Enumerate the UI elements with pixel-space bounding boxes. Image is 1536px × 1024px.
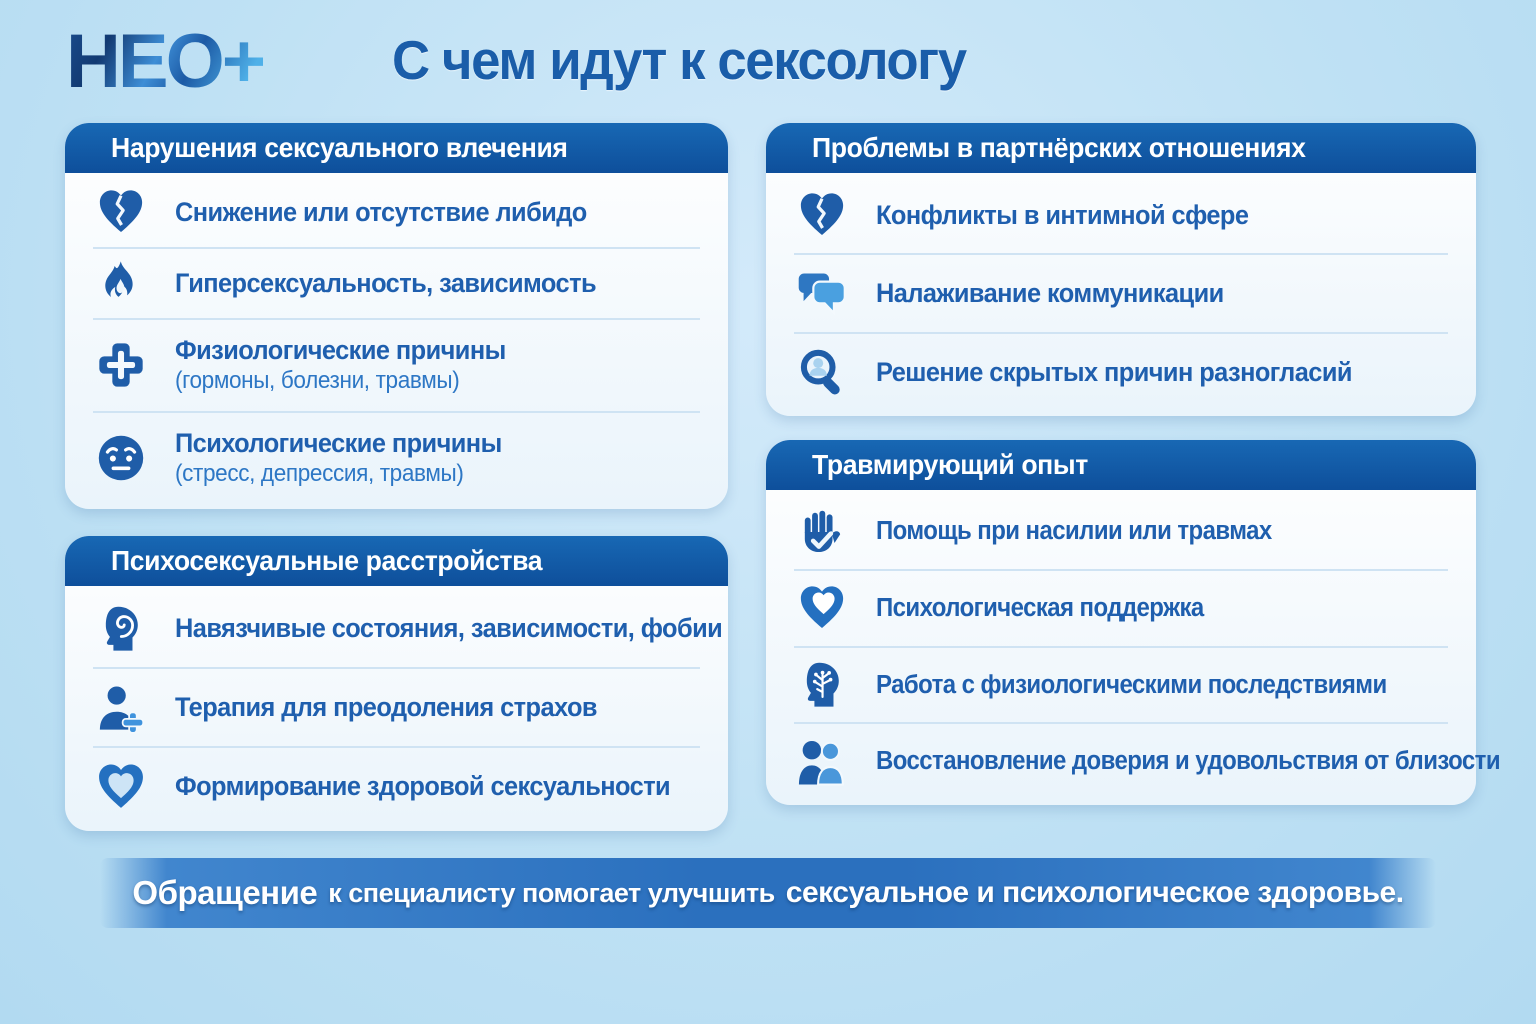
card-body: [65, 173, 728, 509]
list-item-label: Психологические причины: [175, 427, 502, 458]
card-traumatic-experience: [766, 440, 1501, 805]
list-item: [93, 247, 700, 319]
worried-face-icon: [93, 432, 149, 484]
card-psychosexual-disorders: [65, 536, 728, 831]
list-item: [93, 318, 700, 410]
card-header: [766, 123, 1476, 173]
nested-heart-icon: [93, 760, 149, 814]
list-item-label: Восстановление доверия и удовольствия от близости: [876, 747, 1501, 776]
list-item-label: Терапия для преодоления страхов: [175, 692, 597, 723]
list-item: [93, 177, 700, 247]
card-header: [65, 123, 728, 173]
list-item-label: Формирование здоровой сексуальности: [175, 771, 671, 802]
list-item: [794, 177, 1448, 253]
list-item-label: Работа с физиологическими последствиями: [876, 670, 1387, 699]
card-header: [65, 536, 728, 586]
list-item-label: Конфликты в интимной сфере: [876, 200, 1249, 231]
list-item: [794, 646, 1448, 723]
footer-banner: [100, 858, 1436, 928]
footer-middle-text: к специалисту помогает улучшить: [328, 877, 775, 908]
card-body: [766, 173, 1476, 416]
broken-heart-icon: [794, 189, 850, 241]
couple-icon: [794, 735, 850, 789]
list-item-label: Решение скрытых причин разногласий: [876, 356, 1352, 387]
list-item: [794, 332, 1448, 410]
list-item-label: Навязчивые состояния, зависимости, фобии: [175, 613, 723, 644]
list-item-label: Помощь при насилии или травмах: [876, 517, 1272, 546]
card-title: Проблемы в партнёрских отношениях: [812, 132, 1306, 163]
footer-emphasis-text: сексуальное и психологическое здоровье.: [785, 876, 1404, 909]
card-partner-relationship-problems: [766, 123, 1476, 416]
card-body: [766, 490, 1501, 805]
list-item: [794, 253, 1448, 331]
stop-hand-icon: [794, 506, 850, 556]
broken-heart-icon: [93, 186, 149, 238]
chat-bubbles-icon: [794, 267, 850, 319]
list-item-label: Гиперсексуальность, зависимость: [175, 268, 596, 299]
head-spiral-icon: [93, 603, 149, 655]
list-item-label: Психологическая поддержка: [876, 593, 1204, 622]
card-title: Психосексуальные расстройства: [111, 545, 543, 576]
list-item: [794, 494, 1448, 569]
card-header: [766, 440, 1476, 490]
magnifier-head-icon: [794, 346, 850, 398]
list-item-sublabel: (стресс, депрессия, травмы): [175, 459, 464, 487]
page-title: С чем идут к сексологу: [392, 29, 966, 91]
heart-in-heart-icon: [794, 582, 850, 634]
card-title: Нарушения сексуального влечения: [111, 132, 568, 163]
list-item: [93, 590, 723, 667]
card-title: Травмирующий опыт: [812, 449, 1088, 480]
medical-cross-icon: [93, 339, 149, 391]
list-item-label: Физиологические причины: [175, 335, 506, 366]
list-item-sublabel: (гормоны, болезни, травмы): [175, 367, 460, 395]
list-item: [93, 667, 700, 746]
head-tree-icon: [794, 659, 850, 711]
list-item: [794, 569, 1448, 646]
footer-lead-text: Обращение: [132, 874, 318, 911]
card-body: [65, 586, 728, 831]
list-item: [93, 746, 700, 825]
card-sexual-desire-disorders: [65, 123, 728, 509]
list-item: [794, 722, 1501, 799]
person-plus-icon: [93, 682, 149, 734]
neo-plus-logo: НЕО+: [66, 19, 264, 104]
list-item-label: Налаживание коммуникации: [876, 278, 1224, 309]
flame-icon: [93, 258, 149, 308]
list-item-label: Снижение или отсутствие либидо: [175, 196, 587, 227]
list-item: [93, 411, 700, 503]
